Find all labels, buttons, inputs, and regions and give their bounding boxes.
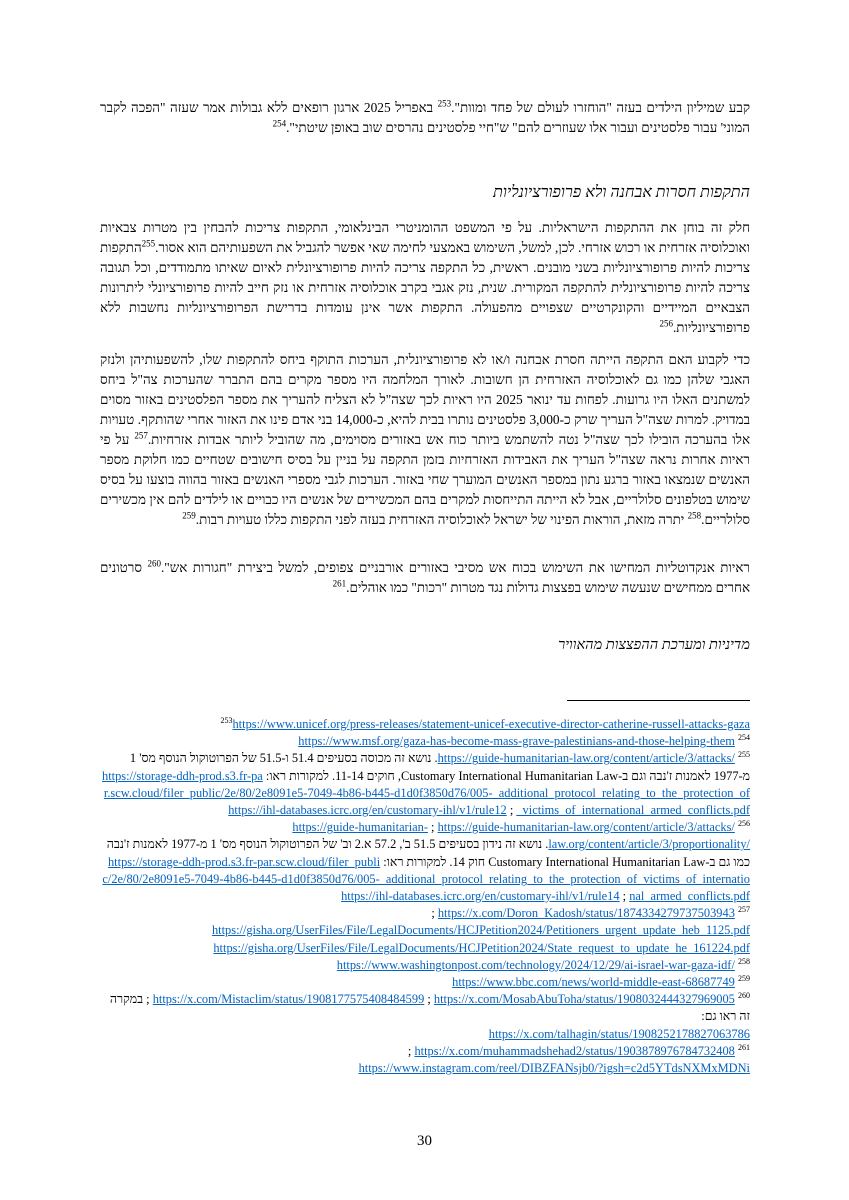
footnote-261 bbox=[100, 1043, 750, 1077]
footnote-258-number: 258 bbox=[738, 956, 750, 966]
footnote-ref-256[interactable]: 256 bbox=[659, 318, 673, 329]
footnote-253 bbox=[100, 716, 750, 733]
footnote-256-separator-1: ; bbox=[427, 820, 438, 835]
footnote-260-number: 260 bbox=[738, 991, 750, 1001]
footnote-254 bbox=[100, 733, 750, 750]
footnote-255-link-3[interactable]: https://ihl-databases.icrc.org/en/customary-ihl/v1/rule12 bbox=[228, 803, 507, 818]
footnote-255 bbox=[100, 750, 750, 819]
footnote-257-link-3[interactable]: https://gisha.org/UserFiles/File/LegalDocuments/HCJPetition2024/State_request_to_update_he_161224.pdf bbox=[213, 940, 750, 955]
footnote-258 bbox=[100, 957, 750, 974]
p2-text-b: על פי ראיות אחרות נראה שצה"ל העריך את האבידות האזרחיות בזמן התקפה על בניין על בסיס חישובים שטחיים כמו חלוקת מספר האנשים שנמצאו באזור ברגע נתון במספר האנשים המוערך שחי באזור. הערכות לגבי מספרי האנשים באזור בהווה בוצעו על בסיס שימוש בטלפונים סלולריים, אבל לא הייתה התייחסות למקרים בהם המכשירים של אנשים היו כבויים או לילדים להם אין מכשירים סלולריים. bbox=[100, 432, 750, 527]
footnote-255-separator: ; bbox=[506, 803, 517, 818]
footnote-260-link-3[interactable]: https://x.com/talhagin/status/1908252178827063786 bbox=[488, 1026, 750, 1041]
footnote-ref-254[interactable]: 254 bbox=[272, 118, 287, 129]
footnote-259 bbox=[100, 974, 750, 991]
footnote-256-number: 256 bbox=[738, 819, 750, 829]
p1-text-b: התקפות צריכות להיות פרופורציונליות בשני מובנים. ראשית, כל התקפה צריכה להיות פרופורציונלית לאיום שאיתו מתמודדים, וכל תגובה צריכה להיות פרופורציונלית להתקפה המקורית. שנית, נזק אגבי בקרב אוכלוסיה אזרחית או נזק חייב להיות פרופורציונלי ליתרונות הצבאיים המיידיים והקונקרטיים שצפויים מהפעולה. התקפות אשר אינן עומדות בדרישת הפרופורציונליות נחשבות ללא פרופורציונליות. bbox=[100, 240, 750, 335]
paragraph-distinction bbox=[100, 218, 750, 338]
footnote-254-number: 254 bbox=[738, 733, 750, 743]
footnote-256-link-1[interactable]: https://guide-humanitarian-law.org/content/article/3/attacks/ bbox=[437, 820, 735, 835]
p2-text-c: יתרה מזאת, הוראות הפינוי של ישראל לאוכלוסיה האזרחית בעזה לפני התקפות כללו טעויות רבות. bbox=[195, 512, 688, 527]
footnote-255-number: 255 bbox=[738, 750, 750, 760]
footnote-256-link-3[interactable]: https://storage-ddh-prod.s3.fr-par.scw.cloud/filer_public/2e/80/2e8091e5-7049-4b86-b445-d1d0f3850d76/005-_additional_protocol_relating_to_the_protection_of_victims_of_international_armed_conflicts.pdf bbox=[102, 854, 750, 904]
p1-text-a: חלק זה בוחן את ההתקפות הישראליות. על פי המשפט ההומניטרי הבינלאומי, התקפות צריכות להבחין בין מטרות צבאיות ואוכלוסיה אזרחית או רכוש אזרחי. לכן, למשל, השימוש באמצעי לחימה שאי אפשר להגביל את השפעותיהם הוא אסור. bbox=[100, 220, 750, 255]
page-number: 30 bbox=[417, 1133, 432, 1149]
section-heading-attacks: התקפות חסרות אבחנה ולא פרופורציונליות bbox=[493, 184, 750, 201]
footnote-253-link[interactable]: https://www.unicef.org/press-releases/statement-unicef-executive-director-catherine-russell-attacks-gaza bbox=[232, 717, 750, 731]
p2-text-a: כדי לקבוע האם התקפה הייתה חסרת אבחנה ו/או לא פרופורציונלית, הערכות התוקף ביחס להתקפות שלו, להשפעותיהן ולנזק האגבי שלהן כמו גם לאוכלוסיה האזרחית הן חשובות. לאורך המלחמה היו מספר מקרים בהם התברר שהערכות צה"ל ביחס למשתנים האלו היו גרועות. לפחות עד ינואר 2025 היו ראיות לכך שצה"ל לא הצליח להעריך את מספר הפלסטינים באזור מסוים במדויק. למרות שצה"ל העריך שרק כ-3,000 פלסטינים נותרו בבית להיא, כ-14,000 בני אדם פינו את האזור אחרי שהותקף. טעויות אלו בהערכה הובילו לכך שצה"ל נטה להשתמש ביותר כוח אש באזורים מסוימים, מה שהוביל ליותר אבדות אזרחיות. bbox=[100, 352, 751, 447]
footnote-260-text: ; במקרה זה ראו גם: bbox=[109, 992, 750, 1024]
footnote-ref-260[interactable]: 260 bbox=[147, 558, 161, 569]
footnote-257-number: 257 bbox=[738, 905, 750, 915]
paragraph-assessment bbox=[100, 350, 750, 530]
footnote-260-link-2[interactable]: https://x.com/Mistaclim/status/1908177575408484599 bbox=[152, 992, 425, 1007]
footnote-260-link-1[interactable]: https://x.com/MosabAbuToha/status/1908032444327969005 bbox=[433, 992, 735, 1007]
footnote-260 bbox=[100, 991, 750, 1043]
footnote-separator bbox=[567, 700, 750, 701]
footnote-254-link[interactable]: https://www.msf.org/gaza-has-become-mass-grave-palestinians-and-those-helping-them bbox=[298, 734, 735, 749]
footnote-ref-258[interactable]: 258 bbox=[687, 510, 702, 521]
footnote-256-text: . נושא זה נידון בסעיפים 51.5 ב', 57.2 א.2 וב' של הפרוטוקול הנוסף מס' 1 מ-1977 לאמנות ז'נבה כמו גם ב-Customary International Humanitarian Law חוק 14. למקורות ראו: bbox=[106, 837, 750, 869]
intro-text-b: באפריל 2025 ארגון רופאים ללא גבולות אמר שעזה "הפכה לקבר המוני' עבור פלסטינים ועבור אלו שעוזרים להם" ש"חיי פלסטינים נהרסים שוב באופן שיטתי". bbox=[100, 100, 750, 135]
footnote-258-link[interactable]: https://www.washingtonpost.com/technology/2024/12/29/ai-israel-war-gaza-idf/ bbox=[336, 957, 735, 972]
footnote-257 bbox=[100, 905, 750, 957]
footnote-ref-257[interactable]: 257 bbox=[134, 430, 148, 441]
intro-paragraph bbox=[100, 98, 750, 138]
p3-text-b: סרטונים אחרים ממחישים שנעשה שימוש בפצצות גדולות נגד מטרות "רכות" כמו אוהלים. bbox=[100, 560, 750, 595]
footnote-259-number: 259 bbox=[738, 973, 750, 983]
footnote-260-separator: ; bbox=[424, 992, 434, 1007]
footnote-ref-261[interactable]: 261 bbox=[332, 578, 347, 589]
footnote-ref-255[interactable]: 255 bbox=[141, 238, 156, 249]
footnote-253-number: 253 bbox=[220, 715, 233, 725]
footnote-255-link-1[interactable]: https://guide-humanitarian-law.org/content/article/3/attacks/ bbox=[437, 751, 735, 766]
footnote-255-link-2[interactable]: https://storage-ddh-prod.s3.fr-par.scw.cloud/filer_public/2e/80/2e8091e5-7049-4b86-b445-d1d0f3850d76/005-_additional_protocol_relating_to_the_protection_of_victims_of_international_armed_conflicts.pdf bbox=[102, 768, 750, 818]
footnote-261-separator: ; bbox=[407, 1043, 415, 1058]
footnote-257-separator: ; bbox=[431, 906, 438, 921]
footnote-256-link-2[interactable]: https://guide-humanitarian-law.org/content/article/3/proportionality/ bbox=[292, 820, 750, 852]
footnote-256-link-4[interactable]: https://ihl-databases.icrc.org/en/customary-ihl/v1/rule14 bbox=[341, 889, 620, 904]
footnote-261-link-1[interactable]: https://x.com/muhammadshehad2/status/1903878976784732408 bbox=[414, 1043, 735, 1058]
footnote-261-number: 261 bbox=[738, 1042, 750, 1052]
footnote-257-link-2[interactable]: https://gisha.org/UserFiles/File/LegalDocuments/HCJPetition2024/Petitioners_urgent_update_heb_1125.pdf bbox=[211, 923, 750, 938]
footnote-255-text: . נושא זה מכוסה בסעיפים 51.4 ו-51.5 של הפרוטוקול הנוסף מס' 1 מ-1977 לאמנות ז'נבה וגם ב-Customary International Humanitarian Law, חוקים 11-14. למקורות ראו: bbox=[129, 751, 750, 783]
footnote-256-separator-2: ; bbox=[619, 889, 630, 904]
footnote-256 bbox=[100, 819, 750, 905]
p3-text-a: ראיות אנקדוטליות המחישו את השימוש בכוח אש מסיבי באזורים אורבניים צפופים, למשל ביצירת "חגורות אש". bbox=[160, 560, 751, 575]
section-heading-air-bombing: מדיניות ומערכת ההפצצות מהאוויר bbox=[558, 637, 750, 653]
footnote-ref-259[interactable]: 259 bbox=[182, 510, 196, 521]
footnote-ref-253[interactable]: 253 bbox=[437, 98, 452, 109]
footnotes bbox=[100, 716, 750, 1077]
paragraph-evidence bbox=[100, 558, 750, 598]
intro-text-a: קבע שמיליון הילדים בעזה "הוחזרו לעולם של פחד ומוות". bbox=[451, 100, 750, 115]
footnote-257-link-1[interactable]: https://x.com/Doron_Kadosh/status/1874334279737503943 bbox=[437, 906, 735, 921]
footnote-259-link[interactable]: https://www.bbc.com/news/world-middle-east-68687749 bbox=[452, 975, 735, 990]
footnote-261-link-2[interactable]: https://www.instagram.com/reel/DIBZFANsjb0/?igsh=c2d5YTdsNXMxMDNi bbox=[358, 1061, 750, 1076]
